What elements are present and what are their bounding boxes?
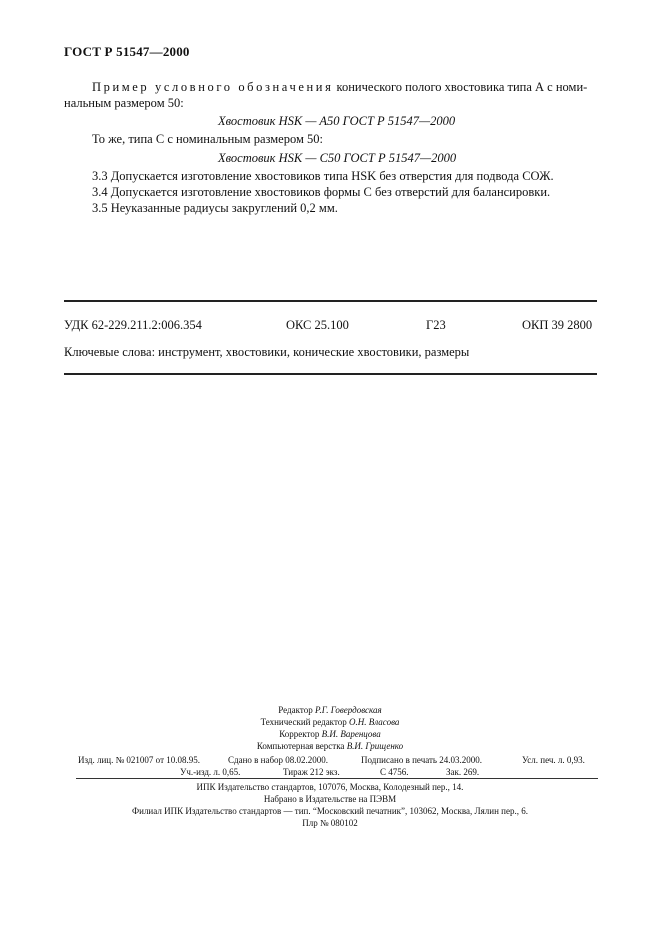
- publisher-sheets: Уч.-изд. л. 0,65.: [180, 767, 241, 777]
- okp-code: ОКП 39 2800: [522, 318, 593, 332]
- editor-name: Р.Г. Говердовская: [314, 705, 382, 715]
- publisher-line: ИПК Издательство стандартов, 107076, Москва, Колодезный пер., 14.: [196, 782, 464, 792]
- bottom-divider: [64, 373, 597, 375]
- tech-editor-line: [130, 716, 530, 728]
- typeset-date: Сдано в набор 08.02.2000.: [228, 755, 329, 765]
- tech-editor-name: О.Н. Власова: [349, 717, 400, 727]
- document-code: ГОСТ Р 51547—2000: [64, 44, 190, 59]
- example-continuation: нальным размером 50:: [64, 96, 184, 110]
- typeset-line: Набрано в Издательстве на ПЭВМ: [263, 794, 397, 804]
- print-run: Тираж 212 экз.: [283, 767, 340, 777]
- print-sign-date: Подписано в печать 24.03.2000.: [361, 755, 483, 765]
- editor-line: [130, 704, 530, 716]
- layout-name: В.И. Грищенко: [346, 741, 404, 751]
- item-3-5: 3.5 Неуказанные радиусы закруглений 0,2 мм.: [92, 201, 338, 215]
- top-divider: [64, 300, 597, 302]
- print-sheets: Усл. печ. л. 0,93.: [522, 755, 585, 765]
- example-lead: Пример условного обозначения: [92, 80, 334, 94]
- editor-label: Редактор: [278, 705, 313, 715]
- code-c: С 4756.: [380, 767, 409, 777]
- example-rest: конического полого хвостовика типа А с номи-: [336, 80, 588, 94]
- item-3-4: 3.4 Допускается изготовление хвостовиков формы С без отверстий для балансировки.: [92, 185, 551, 199]
- keywords: Ключевые слова: инструмент, хвостовики, конические хвостовики, размеры: [64, 345, 470, 359]
- designation-a: Хвостовик HSK — A50 ГОСТ Р 51547—2000: [218, 114, 456, 128]
- tech-editor-label: Технический редактор: [260, 717, 347, 727]
- item-3-3: 3.3 Допускается изготовление хвостовиков типа HSK без отверстия для подвода СОЖ.: [92, 169, 554, 183]
- group-code: Г23: [426, 318, 446, 332]
- imprint-publisher: [60, 781, 600, 829]
- same-type-c-line: То же, типа С с номинальным размером 50:: [92, 132, 323, 146]
- imprint-divider: [76, 778, 598, 779]
- branch-line: Филиал ИПК Издательство стандартов — тип. “Московский печатник”, 103062, Москва, Лялин пер., 6.: [132, 806, 528, 816]
- corrector-name: В.И. Варенцова: [321, 729, 381, 739]
- corrector-line: [130, 728, 530, 740]
- udk-code: УДК 62-229.211.2:006.354: [64, 318, 202, 332]
- example-paragraph: [92, 79, 587, 95]
- order-number: Зак. 269.: [446, 767, 480, 777]
- layout-label: Компьютерная верстка: [256, 741, 345, 751]
- designation-c: Хвостовик HSK — C50 ГОСТ Р 51547—2000: [218, 151, 457, 165]
- plr-line: Плр № 080102: [302, 818, 358, 828]
- layout-line: [130, 740, 530, 752]
- license-number: Изд. лиц. № 021007 от 10.08.95.: [78, 755, 200, 765]
- oks-code: ОКС 25.100: [286, 318, 349, 332]
- corrector-label: Корректор: [279, 729, 320, 739]
- imprint-editors: [130, 704, 530, 752]
